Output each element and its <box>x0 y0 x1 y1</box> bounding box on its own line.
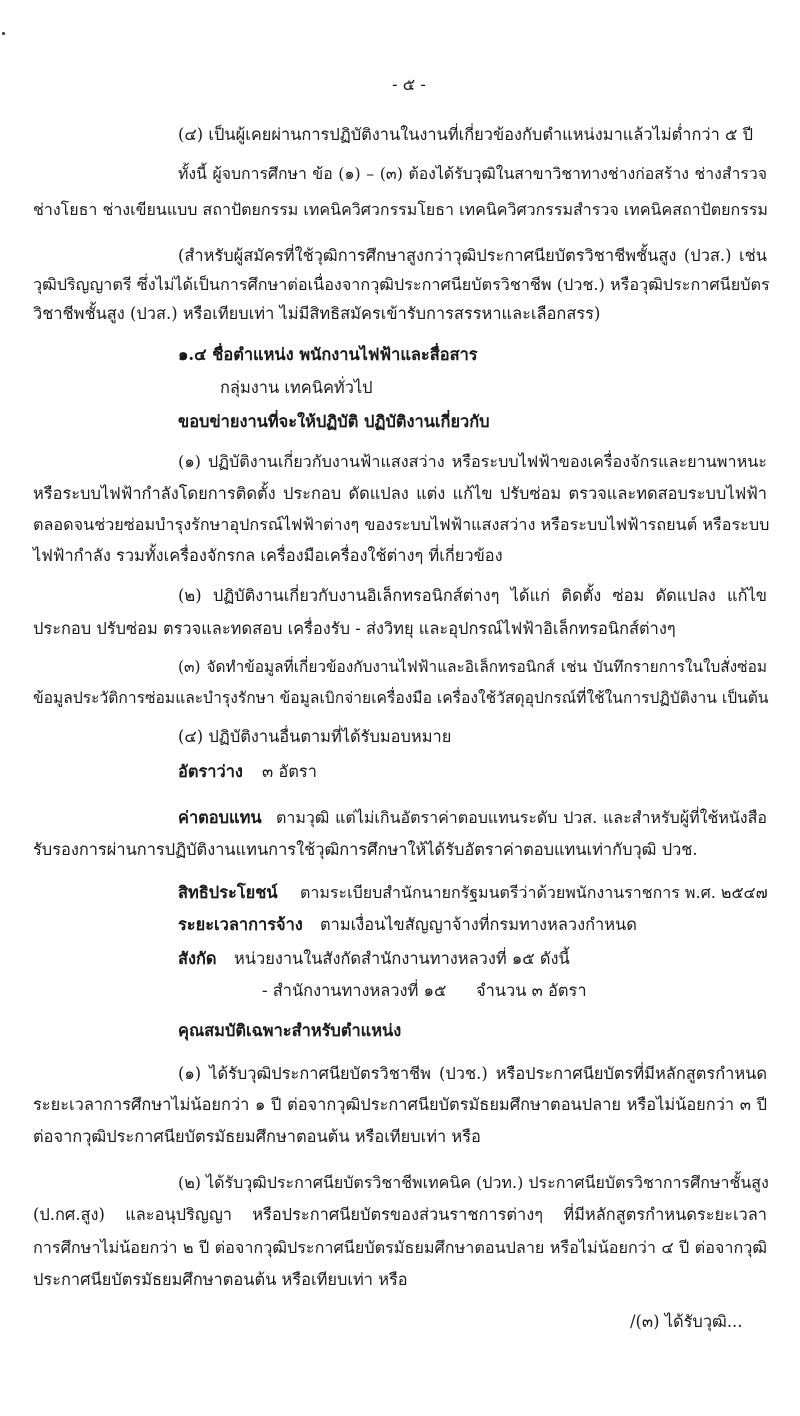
scan-speck <box>2 32 5 35</box>
paragraph-line: วิชาชีพชั้นสูง (ปวส.) หรือเทียบเท่า ไม่มีสิทธิสมัครเข้ารับการสรรหาและเลือกสรร) <box>33 304 601 323</box>
page-number: - ๕ - <box>392 75 426 94</box>
office-name: - สำนักงานทางหลวงที่ ๑๕ <box>262 981 447 1000</box>
work-group: กลุ่มงาน เทคนิคทั่วไป <box>220 378 373 397</box>
qualifications-heading: คุณสมบัติเฉพาะสำหรับตำแหน่ง <box>178 1021 402 1040</box>
scope-item-1: (๑) ปฏิบัติงานเกี่ยวกับงานฟ้าแสงสว่าง หรือระบบไฟฟ้าของเครื่องจักรและยานพาหนะ <box>178 452 767 471</box>
paragraph-line: รับรองการผ่านการปฏิบัติงานแทนการใช้วุฒิการศึกษาให้ได้รับอัตราค่าตอบแทนเท่ากับวุฒิ ปวช. <box>33 840 698 859</box>
paragraph-line: วุฒิปริญญาตรี ซึ่งไม่ได้เป็นการศึกษาต่อเนื่องจากวุฒิประกาศนียบัตรวิชาชีพ (ปวช.) หรือวุฒิประกาศนียบัตร <box>33 275 770 294</box>
position-title: ๑.๔ ชื่อตำแหน่ง พนักงานไฟฟ้าและสื่อสาร <box>178 345 478 364</box>
paragraph-line: หรือระบบไฟฟ้ากำลังโดยการติดตั้ง ประกอบ ดัดแปลง แต่ง แก้ไข ปรับซ่อม ตรวจและทดสอบระบบไฟฟ้า <box>33 484 767 503</box>
affiliation-label: สังกัด <box>178 949 217 968</box>
scope-heading: ขอบข่ายงานที่จะให้ปฏิบัติ ปฏิบัติงานเกี่ยวกับ <box>178 412 490 431</box>
paragraph-line: (ป.กศ.สูง) และอนุปริญญา หรือประกาศนียบัตรของส่วนราชการต่างๆ ที่มีหลักสูตรกำหนดระยะเวลา <box>33 1205 767 1224</box>
benefits-value: ตามระเบียบสำนักนายกรัฐมนตรีว่าด้วยพนักงานราชการ พ.ศ. ๒๕๔๗ <box>300 883 768 902</box>
paragraph-line: ต่อจากวุฒิประกาศนียบัตรมัธยมศึกษาตอนต้น หรือเทียบเท่า หรือ <box>33 1127 481 1146</box>
benefits-label: สิทธิประโยชน์ <box>178 883 278 902</box>
paragraph-line: ข้อมูลประวัติการซ่อมและบำรุงรักษา ข้อมูลเบิกจ่ายเครื่องมือ เครื่องใช้วัสดุอุปกรณ์ที่ใช้ในการปฏิบัติงาน เป็นต้น <box>33 689 769 707</box>
qualification-1: (๑) ได้รับวุฒิประกาศนียบัตรวิชาชีพ (ปวช.) หรือประกาศนียบัตรที่มีหลักสูตรกำหนด <box>178 1064 767 1083</box>
vacancy-label: อัตราว่าง <box>178 762 243 781</box>
paragraph-line: ช่างโยธา ช่างเขียนแบบ สถาปัตยกรรม เทคนิควิศวกรรมโยธา เทคนิควิศวกรรมสำรวจ เทคนิคสถาปัตยกรรม <box>33 200 768 219</box>
scope-item-4: (๔) ปฏิบัติงานอื่นตามที่ได้รับมอบหมาย <box>178 727 452 746</box>
employment-period-value: ตามเงื่อนไขสัญญาจ้างที่กรมทางหลวงกำหนด <box>320 915 637 934</box>
paragraph-line: ตลอดจนช่วยซ่อมบำรุงรักษาอุปกรณ์ไฟฟ้าต่างๆ ของระบบไฟฟ้าแสงสว่าง หรือระบบไฟฟ้ารถยนต์ หรือระบบ <box>33 515 770 534</box>
paragraph-line: (สำหรับผู้สมัครที่ใช้วุฒิการศึกษาสูงกว่าวุฒิประกาศนียบัตรวิชาชีพชั้นสูง (ปวส.) เช่น <box>178 246 767 265</box>
qualification-2: (๒) ได้รับวุฒิประกาศนียบัตรวิชาชีพเทคนิค (ปวท.) ประกาศนียบัตรวิชาการศึกษาชั้นสูง <box>178 1173 769 1192</box>
qualification-item-4: (๔) เป็นผู้เคยผ่านการปฏิบัติงานในงานที่เกี่ยวข้องกับตำแหน่งมาแล้วไม่ต่ำกว่า ๕ ปี <box>178 125 754 144</box>
affiliation-value: หน่วยงานในสังกัดสำนักงานทางหลวงที่ ๑๕ ดังนี้ <box>234 949 570 968</box>
employment-period-label: ระยะเวลาการจ้าง <box>178 915 303 934</box>
scope-item-2: (๒) ปฏิบัติงานเกี่ยวกับงานอิเล็กทรอนิกส์ต่างๆ ได้แก่ ติดตั้ง ซ่อม ดัดแปลง แก้ไข <box>178 586 767 605</box>
compensation-label: ค่าตอบแทน <box>178 808 262 827</box>
scope-item-3: (๓) จัดทำข้อมูลที่เกี่ยวข้องกับงานไฟฟ้าและอิเล็กทรอนิกส์ เช่น บันทึกรายการในใบสั่งซ่อม <box>178 658 767 676</box>
office-count: จำนวน ๓ อัตรา <box>476 981 587 1000</box>
paragraph-line: ระยะเวลาการศึกษาไม่น้อยกว่า ๑ ปี ต่อจากวุฒิประกาศนียบัตรมัธยมศึกษาตอนปลาย หรือไม่น้อยกว่า ๓ ปี <box>33 1095 767 1114</box>
continuation-note: /(๓) ได้รับวุฒิ... <box>630 1312 743 1331</box>
paragraph-line: การศึกษาไม่น้อยกว่า ๒ ปี ต่อจากวุฒิประกาศนียบัตรมัธยมศึกษาตอนปลาย หรือไม่น้อยกว่า ๔ ปี ต่อจากวุฒิ <box>33 1238 767 1257</box>
paragraph-line: ทั้งนี้ ผู้จบการศึกษา ข้อ (๑) – (๓) ต้องได้รับวุฒิในสาขาวิชาทางช่างก่อสร้าง ช่างสำรวจ <box>178 164 767 183</box>
compensation-value: ตามวุฒิ แต่ไม่เกินอัตราค่าตอบแทนระดับ ปวส. และสำหรับผู้ที่ใช้หนังสือ <box>276 808 767 827</box>
vacancy-value: ๓ อัตรา <box>262 762 317 781</box>
paragraph-line: ประกาศนียบัตรมัธยมศึกษาตอนต้น หรือเทียบเท่า หรือ <box>33 1270 408 1289</box>
paragraph-line: ไฟฟ้ากำลัง รวมทั้งเครื่องจักรกล เครื่องมือเครื่องใช้ต่างๆ ที่เกี่ยวข้อง <box>33 546 503 565</box>
paragraph-line: ประกอบ ปรับซ่อม ตรวจและทดสอบ เครื่องรับ - ส่งวิทยุ และอุปกรณ์ไฟฟ้าอิเล็กทรอนิกส์ต่างๆ <box>33 619 676 638</box>
